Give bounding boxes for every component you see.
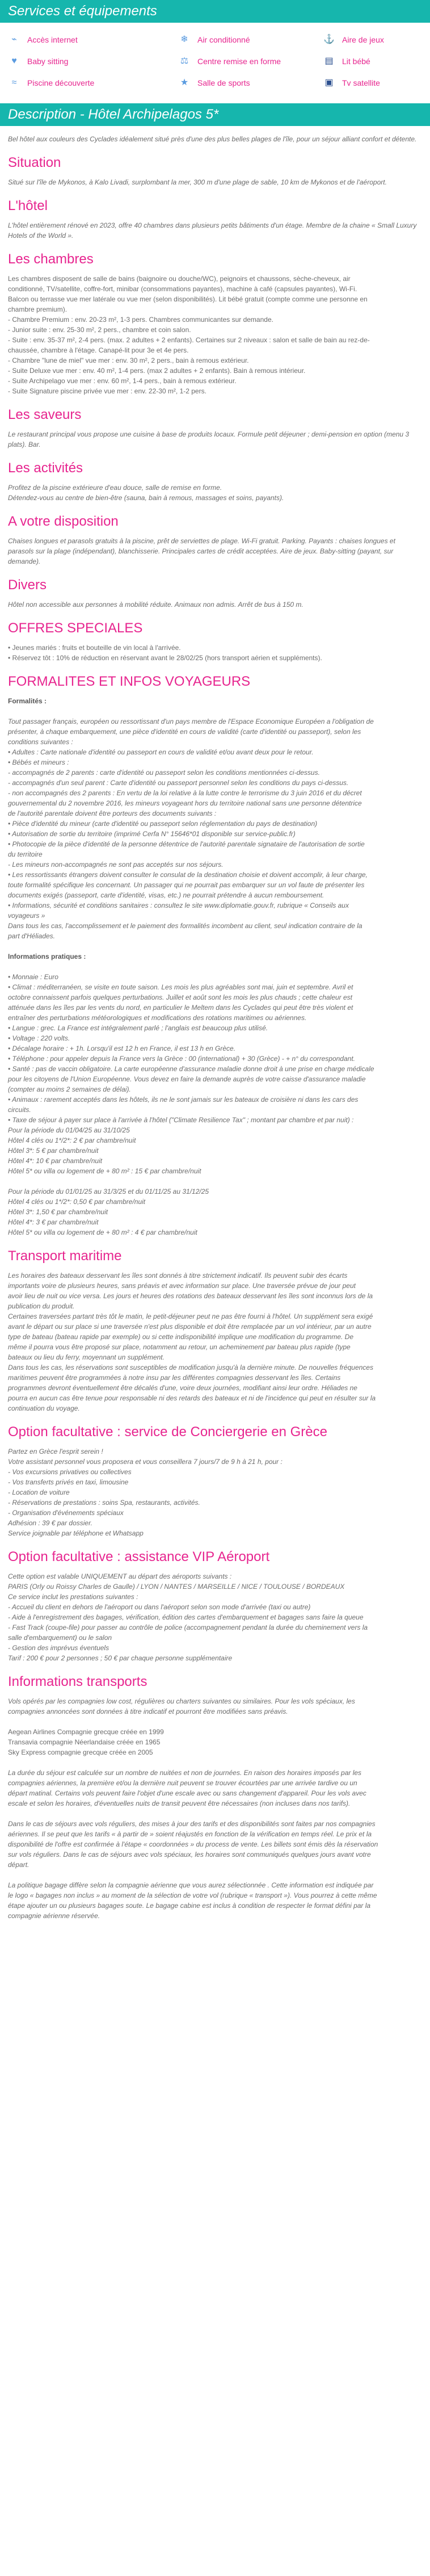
airlines-list — [8, 1727, 422, 1757]
flavors-text: Le restaurant principal vous propose une cuisine à base de produits locaux. Formule petit déjeuner ; demi-pension en option (menu 3 plats). Bar. — [8, 430, 410, 448]
text-line: présenter, à chaque embarquement, une pièce d'identité en cours de validité (carte d'identité ou passeport), selon les — [8, 728, 361, 736]
text-line: Hôtel 5* ou villa ou logement de + 80 m² : 15 € par chambre/nuit — [8, 1167, 201, 1175]
service-item — [178, 53, 323, 69]
text-line: - Suite Deluxe vue mer : env. 40 m², 1-4 pers. (max 2 adultes + 2 enfants). Bain à remous intérieur. — [8, 367, 306, 375]
service-label: Accès internet — [27, 35, 78, 44]
text-line: • Décalage horaire : + 1h. Lorsqu'il est 12 h en France, il est 13 h en Grèce. — [8, 1044, 236, 1052]
text-line: voyageurs » — [8, 912, 45, 920]
text-line: - Vos transferts privés en taxi, limousine — [8, 1478, 129, 1486]
text-line: Adhésion : 39 € par dossier. — [8, 1519, 92, 1527]
text-line: bateaux ou lieu du ferry, moyennant un supplément. — [8, 1353, 165, 1361]
text-line: disponibilité de l'offre est confirmée à l'étape « coordonnées » du process de vente. Les billets sont émis dès la réservation — [8, 1840, 378, 1848]
text-line: conditionné, TV/satellite, coffre-fort, minibar (consommations payantes), machine à café (capsules payantes), Wi-Fi. — [8, 285, 357, 293]
rooms-list — [8, 274, 422, 396]
text-line: Sky Express compagnie grecque créée en 2005 — [8, 1748, 153, 1756]
text-line: compagnies aériennes, la première et/ou la dernière nuit peuvent se trouver écourtées par une arrivée tardive ou un — [8, 1779, 357, 1787]
text-line: - Gestion des imprévus éventuels — [8, 1644, 109, 1652]
service-label: Aire de jeux — [342, 35, 384, 44]
text-line: - Accueil du client en dehors de l'aéroport ou dans l'aéroport selon son mode d'arrivée (taxi ou autre) — [8, 1603, 311, 1611]
text-line: - Fast Track (coupe-file) pour passer au contrôle de police (accompagnement pendant la durée du cheminement vers la — [8, 1623, 368, 1631]
text-line: documents exigés (passeport, carte d'identité, visas, etc.) ne pourrait prétendre à aucun remboursement. — [8, 891, 324, 899]
description-content — [0, 126, 430, 1932]
concierge-list — [8, 1446, 422, 1538]
service-item — [323, 53, 430, 69]
text-line: Transavia compagnie Néerlandaise créée en 1965 — [8, 1738, 161, 1746]
flights-duration — [8, 1768, 422, 1809]
text-line: Hôtel 5* ou villa ou logement de + 80 m² : 4 € par chambre/nuit — [8, 1228, 197, 1236]
rooms-title: Les chambres — [8, 251, 94, 267]
text-line: (compter au moins 2 semaines de délai). — [8, 1085, 131, 1093]
service-label: Baby sitting — [27, 57, 69, 66]
text-line: - Location de voiture — [8, 1488, 70, 1496]
activities-list — [8, 483, 422, 503]
text-line: départ. — [8, 1861, 29, 1869]
text-line: avoir lieu de nuit ou vice versa. Les jours et heures des rotations des bateaux desservant les îles sont inconnus lors de la — [8, 1292, 373, 1300]
playground-icon: ⚓ — [323, 35, 335, 44]
text-line: - Vos excursions privatives ou collectives — [8, 1468, 132, 1476]
text-line: - accompagnés d'un seul parent : Carte d'identité ou passeport personnel selon les conditions du pays ci-dessus. — [8, 779, 349, 787]
text-line: maritimes peuvent être programmées à notre insu par les différentes compagnies desservant les îles. Certains — [8, 1374, 341, 1382]
text-line: Profitez de la piscine extérieure d'eau douce, salle de remise en forme. — [8, 484, 222, 492]
service-label: Air conditionné — [197, 35, 250, 44]
text-line: • Pièce d'identité du mineur (carte d'identité ou passeport selon réglementation du pays de destination) — [8, 820, 318, 828]
text-line: même il pourra vous être proposé sur place, notamment au retour, un acheminement par bateau plus rapide (type — [8, 1343, 351, 1351]
dumbbell-icon: ⚖ — [180, 56, 189, 66]
text-line: toute formalité spécifique les concernant. Un passager qui ne pourrait pas embarquer sur un vol faute de présenter les — [8, 881, 365, 889]
misc-text: Hôtel non accessible aux personnes à mobilité réduite. Animaux non admis. Arrêt de bus à 150 m. — [8, 601, 303, 609]
services-grid — [0, 23, 430, 97]
text-line: La politique bagage diffère selon la compagnie aérienne que vous aurez sélectionnée . Cette information est indiquée par — [8, 1881, 374, 1889]
text-line: • Autorisation de sortie du territoire (imprimé Cerfa N° 15646*01 disponible sur service-public.fr) — [8, 830, 296, 838]
text-line: chaussée, chambre à l'étage. Canapé-lit pour 3e et 4e pers. — [8, 346, 189, 354]
vip-title: Option facultative : assistance VIP Aéroport — [8, 1549, 270, 1564]
situation-title: Situation — [8, 155, 61, 170]
text-line: sur vols réguliers. Dans le cas de séjours avec vols spéciaux, les horaires sont communiqués quelques jours avant votre — [8, 1851, 371, 1858]
text-line: chambre premium). — [8, 305, 68, 313]
disposal-title: A votre disposition — [8, 514, 119, 529]
misc-title: Divers — [8, 577, 47, 593]
text-line: programmes devront éventuellement être décalés d'une, voire deux journées, modifiant ainsi leur ordre. Héliades ne — [8, 1384, 357, 1392]
text-line: type de bateau (bateau rapide par exemple) ou si cette indisponibilité implique une modification du programme. De — [8, 1333, 354, 1341]
text-line: part d'Héliades. — [8, 932, 56, 940]
text-line: • Adultes : Carte nationale d'identité ou passeport en cours de validité et/ou avant deux pour le retour. — [8, 748, 314, 756]
text-line: • Voltage : 220 volts. — [8, 1034, 70, 1042]
text-line: importants voire de plusieurs heures, sans préavis et avec information sur place. Une traversée prévue de jour peut — [8, 1282, 356, 1290]
text-line: - Junior suite : env. 25-30 m², 2 pers., chambre et coin salon. — [8, 326, 191, 334]
service-item — [8, 75, 178, 91]
snowflake-icon: ❄ — [180, 35, 188, 44]
text-line: étape ajouter un ou plusieurs bagages soute. Le bagage cabine est inclus à condition de respecter le format défini par la — [8, 1902, 371, 1910]
text-line: escale et selon les horaires, d'éventuelles nuits de transit peuvent être nécessaires (non incluses dans nos tarifs). — [8, 1799, 351, 1807]
text-line: • Animaux : rarement acceptés dans les hôtels, ils ne le sont jamais sur les bateaux de croisière ni dans les cars des — [8, 1096, 359, 1104]
text-line: Les chambres disposent de salle de bains (baignoire ou douche/WC), peignoirs et chaussons, sèche-cheveux, air — [8, 275, 351, 283]
text-line: Hôtel 4*: 3 € par chambre/nuit — [8, 1218, 99, 1226]
text-line: le logo « bagages non inclus » au moment de la sélection de votre vol (rubrique « transport »). Vous pourrez à cette même — [8, 1891, 377, 1899]
text-line: de l'autorité parentale doivent être porteurs des documents suivants : — [8, 809, 217, 817]
service-label: Centre remise en forme — [197, 57, 281, 66]
text-line: - accompagnés de 2 parents : carte d'identité ou passeport selon les conditions mentionnées ci-dessus. — [8, 769, 320, 777]
text-line: aériennes. Il se peut que les tarifs « à partir de » soient réajustés en fonction de la vérification en temps réel. Le prix et la — [8, 1830, 372, 1838]
text-line: • Climat : méditerranéen, se visite en toute saison. Les mois les plus agréables sont mai, juin et septembre. Avril et — [8, 983, 353, 991]
text-line: Ce service inclut les prestations suivantes : — [8, 1593, 138, 1601]
text-line: conditions suivantes : — [8, 738, 73, 746]
hotel-title: L'hôtel — [8, 198, 48, 213]
text-line: • Les ressortissants étrangers doivent consulter le consulat de la destination choisie et doivent accomplir, à leur charge, — [8, 871, 368, 879]
text-line: • Réservez tôt : 10% de réduction en réservant avant le 28/02/25 (hors transport aérien et suppléments). — [8, 654, 322, 662]
text-line: Hôtel 3*: 5 € par chambre/nuit — [8, 1147, 99, 1155]
text-line: - Suite : env. 35-37 m², 2-4 pers. (max. 2 adultes + 2 enfants). Certaines sur 2 niveaux : salon et salle de bain au rez-de- — [8, 336, 370, 344]
practical-subtitle: Informations pratiques : — [8, 953, 86, 960]
text-line — [8, 1176, 422, 1186]
baby-bottle-icon: ♥ — [11, 56, 17, 66]
text-line: Hôtel 4 clés ou 1*/2*: 2 € par chambre/nuit — [8, 1136, 136, 1144]
text-line: Certaines traversées partant très tôt le matin, le petit-déjeuner peut ne pas être fourni à l'hôtel. Un supplément sera exigé — [8, 1312, 373, 1320]
text-line: Hôtel 4*: 10 € par chambre/nuit — [8, 1157, 103, 1165]
text-line: Pour la période du 01/04/25 au 31/10/25 — [8, 1126, 130, 1134]
text-line: Partez en Grèce l'esprit serein ! — [8, 1448, 103, 1455]
text-line: • Bébés et mineurs : — [8, 758, 69, 766]
offers-list — [8, 643, 422, 663]
description-header: Description - Hôtel Archipelagos 5* — [0, 103, 430, 126]
text-line: départ matinal. Certains vols peuvent faire l'objet d'une escale avec ou sans changement d'appareil. Pour les vols avec — [8, 1789, 366, 1797]
text-line: • Informations, sécurité et conditions sanitaires : consultez le site www.diplomatie.gouv.fr, rubrique « Conseils aux — [8, 901, 349, 909]
service-item — [178, 75, 323, 91]
text-line: - Réservations de prestations : soins Spa, restaurants, activités. — [8, 1499, 200, 1507]
text-line: compagnie aérienne réservée. — [8, 1912, 100, 1920]
text-line: Tout passager français, européen ou ressortissant d'un pays membre de l'Espace Economique Européen a l'obligation de — [8, 718, 374, 725]
text-line: Service joignable par téléphone et Whatsapp — [8, 1529, 144, 1537]
service-item — [323, 32, 430, 48]
text-line: - Organisation d'événements spéciaux — [8, 1509, 124, 1517]
text-line: pour les citoyens de l'Union Européenne. Vous devez en faire la demande auprès de votre caisse d'assurance maladie — [8, 1075, 366, 1083]
service-item — [8, 53, 178, 69]
disposal-text: Chaises longues et parasols gratuits à la piscine, prêt de serviettes de plage. Wi-Fi gratuit. Parking. Payants : chaises longues et parasols sur la plage (indépendant), blanchisserie. Principales cartes de crédit acceptées. Aire de jeux. Baby-sitting (payant, sur demande). — [8, 537, 395, 565]
flights-pricing — [8, 1819, 422, 1870]
maritime-title: Transport maritime — [8, 1248, 122, 1264]
formalities-list — [8, 716, 422, 941]
text-line: publication du produit. — [8, 1302, 75, 1310]
text-line: Tarif : 200 € pour 2 personnes ; 50 € par chaque personne supplémentaire — [8, 1654, 233, 1662]
text-line: Aegean Airlines Compagnie grecque créée en 1999 — [8, 1728, 164, 1736]
formalities-subtitle: Formalités : — [8, 697, 47, 705]
text-line: - Suite Archipelago vue mer : env. 60 m², 1-4 pers., bain à remous extérieur. — [8, 377, 237, 385]
text-line: Hôtel 4 clés ou 1*/2*: 0,50 € par chambre/nuit — [8, 1198, 146, 1206]
service-item — [8, 32, 178, 48]
service-label: Tv satellite — [342, 78, 380, 87]
flights-title: Informations transports — [8, 1674, 147, 1689]
text-line: Pour la période du 01/01/25 au 31/3/25 et du 01/11/25 au 31/12/25 — [8, 1188, 209, 1195]
flavors-title: Les saveurs — [8, 407, 82, 422]
text-line: gouvernemental du 2 novembre 2016, les mineurs voyageant hors du territoire national sans une personne détentrice — [8, 799, 362, 807]
text-line: Dans tous les cas, les réservations sont susceptibles de modification jusqu'à la dernière minute. De nouvelles fréquences — [8, 1363, 373, 1371]
tv-icon: ▣ — [324, 78, 334, 87]
text-line: - Chambre Premium : env. 20-23 m², 1-3 pers. Chambres communicantes sur demande. — [8, 316, 273, 324]
service-item — [323, 75, 430, 91]
service-label: Lit bébé — [342, 57, 370, 66]
text-line: Dans tous les cas, l'accomplissement et le paiement des formalités incombent au client, seul indication contraire de la — [8, 922, 362, 930]
text-line: PARIS (Orly ou Roissy Charles de Gaulle) / LYON / NANTES / MARSEILLE / NICE / TOULOUSE / BORDEAUX — [8, 1583, 345, 1591]
formalities-title: FORMALITES ET INFOS VOYAGEURS — [8, 674, 251, 689]
text-line: - non accompagnés des 2 parents : En vertu de la loi relative à la lutte contre le terrorisme du 3 juin 2016 et du décret — [8, 789, 362, 797]
flights-intro — [8, 1696, 422, 1717]
text-line: • Taxe de séjour à payer sur place à l'arrivée à l'hôtel ("Climate Resilience Tax" ; montant par chambre et par nuit) : — [8, 1116, 354, 1124]
text-line: continuation du voyage. — [8, 1404, 80, 1412]
intro-text: Bel hôtel aux couleurs des Cyclades idéalement situé près d'une des plus belles plages de l'île, pour un séjour alliant confort et détente. — [8, 135, 417, 143]
text-line: Balcon ou terrasse vue mer latérale ou vue mer (selon disponibilités). Lit bébé gratuit (compte comme une personne en — [8, 295, 368, 303]
text-line: - Suite Signature piscine privée vue mer : env. 22-30 m², 1-2 pers. — [8, 387, 206, 395]
text-line: Détendez-vous au centre de bien-être (sauna, bain à remous, massages et soins, payants). — [8, 494, 284, 502]
services-header: Services et équipements — [0, 0, 430, 23]
text-line: La durée du séjour est calculée sur un nombre de nuitées et non de journées. En raison des horaires imposés par les — [8, 1769, 362, 1777]
text-line: • Jeunes mariés : fruits et bouteille de vin local à l'arrivée. — [8, 644, 181, 652]
text-line: - Chambre "lune de miel" vue mer : env. 30 m², 2 pers., bain à remous extérieur. — [8, 356, 249, 364]
text-line: • Photocopie de la pièce d'identité de la personne détentrice de l'autorité parentale signataire de l'autorisation de sortie — [8, 840, 365, 848]
maritime-list — [8, 1270, 422, 1413]
activities-title: Les activités — [8, 460, 83, 476]
sports-icon: ★ — [180, 78, 189, 87]
text-line: Les horaires des bateaux desservant les îles sont donnés à titre strictement indicatif. Ils peuvent subir des écarts — [8, 1272, 348, 1279]
text-line: Cette option est valable UNIQUEMENT au départ des aéroports suivants : — [8, 1572, 232, 1580]
text-line: du territoire — [8, 850, 43, 858]
text-line: Vols opérés par les compagnies low cost, régulières ou charters suivantes ou similaires. Pour les vols spéciaux, les — [8, 1697, 355, 1705]
flights-baggage — [8, 1880, 422, 1921]
service-label: Salle de sports — [197, 78, 250, 87]
text-line: - Les mineurs non-accompagnés ne sont pas acceptés sur nos séjours. — [8, 861, 224, 869]
text-line: compagnies annoncées sont données à titre indicatif et pourront être modifiées sans préavis. — [8, 1707, 288, 1715]
text-line: salle d'embarquement) ou le salon — [8, 1634, 112, 1642]
text-line: Votre assistant personnel vous proposera et vous conseillera 7 jours/7 de 9 h à 21 h, pour : — [8, 1458, 283, 1466]
text-line: circuits. — [8, 1106, 31, 1114]
text-line: • Santé : pas de vaccin obligatoire. La carte européenne d'assurance maladie donne droit à une prise en charge médicale — [8, 1065, 374, 1073]
hotel-text: L'hôtel entièrement rénové en 2023, offre 40 chambres dans plusieurs petits bâtiments d'un étage. Membre de la chaine « Small Luxury Hotels of the World ». — [8, 221, 417, 240]
wifi-icon: ⌁ — [11, 35, 17, 44]
text-line: atténuée dans les îles par les vents du nord, en particulier le Meltem dans les Cyclades qui peut être très violent et — [8, 1004, 353, 1012]
text-line: avant le départ ou sur place si une traversée n'est plus disponible et doit être remplacée par un vol intérieur, par un autre — [8, 1323, 372, 1331]
text-line: • Langue : grec. La France est intégralement parlé ; l'anglais est beaucoup plus utilisé. — [8, 1024, 268, 1032]
pool-icon: ≈ — [11, 78, 17, 87]
text-line: Hôtel 3*: 1,50 € par chambre/nuit — [8, 1208, 108, 1216]
text-line: - Aide à l'enregistrement des bagages, vérification, édition des cartes d'embarquement et bagages sans faire la queue — [8, 1613, 364, 1621]
service-label: Piscine découverte — [27, 78, 95, 87]
vip-list — [8, 1571, 422, 1663]
concierge-title: Option facultative : service de Conciergerie en Grèce — [8, 1424, 327, 1440]
situation-text: Situé sur l'île de Mykonos, à Kalo Livadi, surplombant la mer, 300 m d'une plage de sable, 10 km de Mykonos et de l'aéroport. — [8, 178, 387, 186]
services-section — [0, 0, 430, 97]
crib-icon: ▤ — [324, 56, 334, 66]
text-line: entraîner des perturbations météorologiques et modifications des rotations maritimes ou aériennes. — [8, 1014, 307, 1022]
text-line: pourra en aucun cas être tenue pour responsable ni des retards des bateaux et ni de l'incidence qui peut en résulter sur la — [8, 1394, 376, 1402]
text-line: • Téléphone : pour appeler depuis la France vers la Grèce : 00 (international) + 30 (Grèce) - + n° du correspondant. — [8, 1055, 355, 1063]
service-item — [178, 32, 323, 48]
offers-title: OFFRES SPECIALES — [8, 620, 143, 636]
text-line: octobre connaissent parfois quelques perturbations. Juillet et août sont les mois les plus chauds ; cette chaleur est — [8, 993, 353, 1001]
text-line: • Monnaie : Euro — [8, 973, 58, 981]
text-line: Dans le cas de séjours avec vols réguliers, des mises à jour des tarifs et des disponibilités sont faites par nos compagnies — [8, 1820, 376, 1828]
practical-list — [8, 972, 422, 1237]
